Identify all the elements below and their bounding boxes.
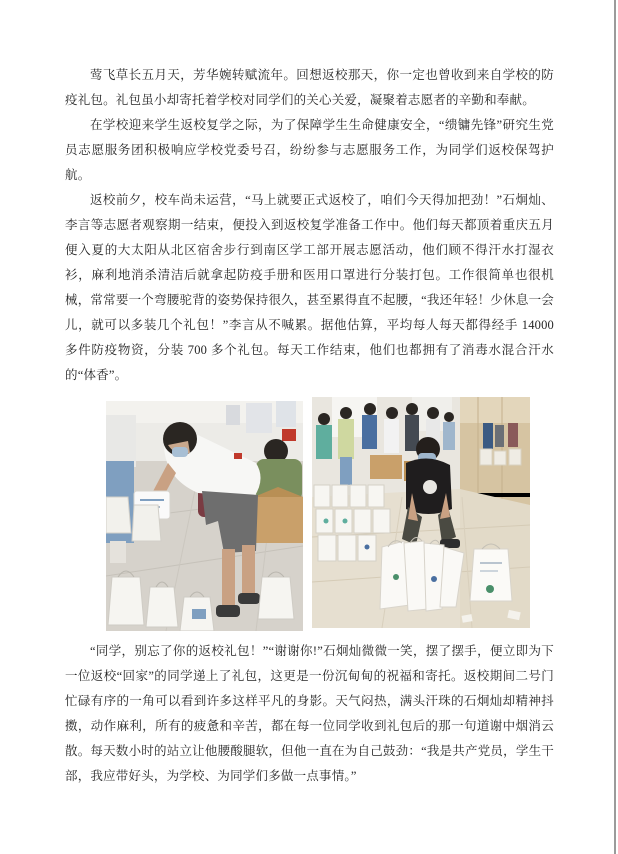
photo-volunteer-hall xyxy=(312,397,530,628)
page-edge-line xyxy=(614,0,616,854)
photo-left-illustration xyxy=(106,401,303,631)
photo-volunteer-packing xyxy=(106,401,303,631)
photo-right-illustration xyxy=(312,397,530,628)
paragraph-intro: 莺飞草长五月天，芳华婉转赋流年。回想返校那天，你一定也曾收到来自学校的防疫礼包。礼包虽小却寄托着学校对同学们的关心关爱，凝聚着志愿者的辛勤和奉献。 xyxy=(65,68,554,107)
figure-row xyxy=(65,395,554,631)
paragraph-volunteer-work: 返校前夕，校车尚未运营，“马上就要正式返校了，咱们今天得加把劲！”石炯灿、李言等志愿者观察期一结束，便投入到返校复学准备工作中。他们每天都顶着重庆五月便入夏的大太阳从北区宿舍步行到南区学工部开展志愿活动，他们顾不得汗水打湿衣衫，麻利地消杀清洁后就拿起防疫手册和医用口罩进行分装打包。工作很简单也很机械，常常要一个弯腰驼背的姿势保持很久，甚至累得直不起腰，“我还年轻！少休息一会儿，就可以多装几个礼包！”李言从不喊累。据他估算，平均每人每天都得经手 14000 多件防疫物资，分装 700 多个礼包。每天工作结束，他们也都拥有了消毒水混合汗水的“体香”。 xyxy=(65,193,554,382)
paragraph-conclusion: “同学，别忘了你的返校礼包！”“谢谢你!”石炯灿微微一笑，摆了摆手，便立即为下一位返校“回家”的同学递上了礼包，这更是一份沉甸甸的祝福和寄托。返校期间二号门忙碌有序的一角可以看到许多这样平凡的身影。天气闷热，满头汗珠的石炯灿却精神抖擞，动作麻利，所有的疲惫和辛苦，都在每一位同学收到礼包后的那一句道谢中烟消云散。每天数小时的站立让他腰酸腿软，但他一直在为自己鼓劲：“我是共产党员，学生干部，我应带好头，为学校、为同学们多做一点事情。” xyxy=(65,644,554,783)
paragraph-background: 在学校迎来学生返校复学之际，为了保障学生生命健康安全，“缋镛先锋”研究生党员志愿服务团积极响应学校党委号召，纷纷参与志愿服务工作，为同学们返校保驾护航。 xyxy=(65,118,554,182)
